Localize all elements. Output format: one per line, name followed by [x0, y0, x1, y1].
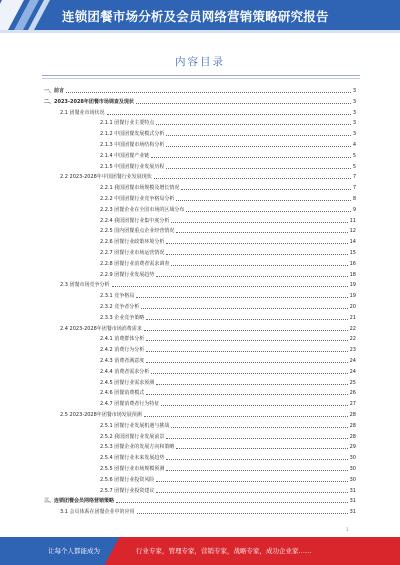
toc-entry-label: 2.2 2023-2028年中国团餐行业发展现状 — [60, 174, 152, 181]
toc-entry-page: 30 — [349, 466, 356, 472]
toc-leader-dots — [146, 362, 347, 363]
toc-entry[interactable] — [100, 346, 356, 354]
toc-entry-label: 2.5.2 我国团餐行业发展前景 — [100, 433, 165, 440]
toc-entry-label: 2.1 团餐业市场状况 — [60, 109, 105, 116]
toc-entry-page: 7 — [352, 174, 356, 181]
toc-entry-page: 15 — [349, 250, 356, 256]
toc-entry-label: 2.5.7 团餐行业投资建议 — [100, 487, 155, 494]
toc-entry[interactable] — [60, 508, 356, 516]
toc-leader-dots — [176, 200, 350, 201]
toc-leader-dots — [146, 319, 347, 320]
toc-entry[interactable] — [44, 497, 356, 505]
toc-entry-page: 3 — [352, 131, 356, 138]
toc-leader-dots — [156, 124, 351, 125]
toc-entry-label: 2.3.2 竞争者分析 — [100, 304, 140, 310]
toc-leader-dots — [112, 286, 348, 287]
toc-entry-label: 2.3 团餐市场竞争分析 — [60, 282, 110, 289]
toc-entry-page: 20 — [349, 304, 356, 310]
toc-entry[interactable] — [100, 433, 356, 441]
toc-leader-dots — [176, 232, 347, 233]
toc-entry-label: 2.4.3 消费者满意度 — [100, 358, 145, 364]
toc-entry-label: 2.2.1 我国团餐市场规模及增长情况 — [100, 185, 180, 192]
page-number: 1 — [346, 527, 349, 532]
toc-leader-dots — [166, 459, 347, 460]
toc-entry-page: 28 — [349, 422, 356, 429]
toc-entry[interactable] — [100, 119, 356, 127]
toc-entry-label: 2.2.2 中国团餐行业竞争格局分析 — [100, 196, 175, 202]
toc-entry-label: 三、连锁团餐会员网络营销策略 — [44, 498, 115, 505]
toc-entry-page: 11 — [349, 217, 356, 224]
toc-entry-page: 5 — [352, 152, 356, 159]
toc-entry-label: 2.4.5 团餐行业需求预测 — [100, 379, 155, 386]
toc-entry-page: 5 — [352, 163, 356, 170]
toc-entry-page: 30 — [349, 476, 356, 483]
toc-entry-label: 2.1.5 中国团餐行业发展历程 — [100, 163, 165, 170]
toc-leader-dots — [137, 513, 348, 514]
toc-leader-dots — [166, 254, 347, 255]
toc-entry[interactable] — [100, 389, 356, 397]
toc-leader-dots — [171, 265, 347, 266]
toc-entry-label: 2.5.6 团餐行业投资风险 — [100, 476, 155, 483]
toc-leader-dots — [144, 416, 348, 417]
toc-leader-dots — [181, 189, 350, 190]
toc-entry-page: 22 — [349, 325, 356, 332]
toc-entry-page: 19 — [349, 293, 356, 300]
toc-leader-dots — [146, 394, 347, 395]
toc-entry-page: 24 — [349, 358, 356, 364]
toc-leader-dots — [166, 470, 347, 471]
toc-entry-page: 22 — [349, 336, 356, 343]
toc-entry[interactable] — [100, 292, 356, 300]
toc-entry-label: 2.5.1 团餐行业发展机遇与挑战 — [100, 422, 170, 429]
toc-entry-page: 25 — [349, 379, 356, 386]
toc-entry[interactable] — [100, 195, 356, 203]
toc-entry-page: 31 — [349, 498, 356, 505]
toc-entry[interactable] — [100, 368, 356, 376]
toc-leader-dots — [156, 492, 347, 493]
toc-entry-label: 2.2.4 我国团餐行业集中度分析 — [100, 217, 170, 224]
toc-leader-dots — [141, 308, 347, 309]
toc-entry-label: 2.1.3 中国团餐市场结构分析 — [100, 142, 165, 148]
toc-leader-dots — [151, 373, 347, 374]
toc-entry-page: 12 — [349, 228, 356, 235]
toc-leader-dots — [107, 114, 351, 115]
toc-entry[interactable] — [100, 152, 356, 160]
toc-entry[interactable] — [100, 465, 356, 473]
toc-entry[interactable] — [100, 314, 356, 322]
toc-heading: 内容目录 — [175, 56, 225, 68]
toc-entry[interactable] — [100, 238, 356, 246]
toc-entry-label: 2.2.8 团餐行业消费者需求调查 — [100, 260, 170, 267]
toc-entry[interactable] — [100, 335, 356, 343]
toc-entry-page: 9 — [352, 206, 356, 213]
toc-leader-dots — [166, 168, 350, 169]
toc-entry[interactable] — [100, 271, 356, 279]
toc-leader-dots — [116, 502, 348, 503]
toc-entry-page: 16 — [349, 260, 356, 267]
toc-entry-label: 2.4.7 团餐消费者行为特征 — [100, 401, 160, 408]
toc-entry[interactable] — [100, 443, 356, 451]
toc-entry-label: 2.3.3 企业竞争策略 — [100, 314, 145, 321]
toc-entry[interactable] — [100, 487, 356, 495]
toc-entry-label: 一、前言 — [44, 88, 65, 94]
toc-entry-page: 14 — [349, 239, 356, 246]
toc-entry[interactable] — [100, 260, 356, 268]
toc-entry[interactable] — [100, 206, 356, 214]
toc-entry-page: 27 — [349, 401, 356, 408]
toc-entry[interactable] — [60, 411, 356, 419]
report-title: 连锁团餐市场分析及会员网络营销策略研究报告 — [62, 9, 329, 24]
toc-entry-page: 7 — [352, 185, 356, 192]
toc-entry-page: 3 — [352, 120, 356, 127]
toc-leader-dots — [186, 211, 350, 212]
toc-entry[interactable] — [100, 379, 356, 387]
toc-leader-dots — [176, 448, 347, 449]
toc-entry-page: 21 — [349, 314, 356, 321]
toc-entry[interactable] — [100, 130, 356, 138]
toc-entry[interactable] — [100, 303, 356, 311]
toc-entry-label: 2.1.2 中国团餐发展模式分析 — [100, 131, 165, 138]
toc-entry-label: 2.5.5 团餐行业市场规模预测 — [100, 466, 165, 472]
toc-entry-page: 4 — [352, 142, 356, 148]
toc-entry-label: 2.5.3 团餐企业的发展方向和策略 — [100, 444, 175, 451]
toc-entry-label: 2.5.4 团餐行业未来发展趋势 — [100, 455, 165, 462]
toc-entry-page: 19 — [349, 282, 356, 289]
toc-leader-dots — [166, 135, 350, 136]
toc-entry[interactable] — [60, 281, 356, 289]
toc-entry-label: 2.4.4 消费者需求分析 — [100, 368, 150, 375]
toc-entry[interactable] — [44, 98, 356, 106]
toc-entry-label: 3.1 会员体系在团餐企业中的应用 — [60, 509, 135, 516]
toc-entry[interactable] — [100, 217, 356, 225]
toc-entry[interactable] — [100, 357, 356, 365]
toc-entry-page: 26 — [349, 390, 356, 397]
toc-entry[interactable] — [100, 454, 356, 462]
toc-entry-page: 29 — [349, 444, 356, 451]
toc-entry-label: 2.4 2023-2028年团餐市场消费需求 — [60, 325, 142, 332]
toc-entry[interactable] — [100, 249, 356, 257]
toc-leader-dots — [156, 384, 347, 385]
toc-entry[interactable] — [60, 109, 356, 117]
toc-leader-dots — [156, 276, 347, 277]
toc-entry-page: 30 — [349, 455, 356, 462]
footer-slogan: 让每个人都能成为 — [48, 547, 100, 555]
toc-entry-label: 二、2023-2028年团餐市场调查及现状 — [44, 98, 134, 105]
toc-entry-page: 28 — [349, 433, 356, 440]
toc-entry-page: 3 — [352, 88, 356, 94]
toc-leader-dots — [136, 103, 351, 104]
toc-entry-label: 2.2.9 团餐行业发展趋势 — [100, 271, 155, 278]
toc-entry-page: 8 — [352, 196, 356, 202]
toc-leader-dots — [146, 351, 347, 352]
toc-entry-label: 2.4.1 消费群体分析 — [100, 336, 145, 343]
toc-leader-dots — [146, 340, 347, 341]
footer-tagline: 行业专家，管理专家，营销专家，战略专家，成功企业家…… — [136, 547, 312, 555]
toc-entry-label: 2.2.3 团餐企业在全国市场的区域分布 — [100, 206, 185, 213]
toc-entry[interactable] — [100, 141, 356, 149]
toc-entry[interactable] — [100, 476, 356, 484]
toc-entry-page: 31 — [349, 487, 356, 494]
toc-entry-page: 18 — [349, 271, 356, 278]
toc-leader-dots — [154, 178, 351, 179]
toc-entry-label: 2.2.7 团餐行业市场运营情况 — [100, 250, 165, 256]
toc-leader-dots — [144, 330, 348, 331]
toc-leader-dots — [166, 438, 347, 439]
toc-entry[interactable] — [100, 184, 356, 192]
toc-entry-page: 3 — [352, 109, 356, 116]
toc-entry-label: 2.4.6 团餐消费模式 — [100, 390, 145, 397]
toc-leader-dots — [166, 243, 347, 244]
toc-leader-dots — [66, 92, 351, 93]
toc-entry-page: 28 — [349, 412, 356, 418]
footer-banner — [0, 537, 400, 565]
toc-entry[interactable] — [100, 400, 356, 408]
toc-entry-page: 23 — [349, 347, 356, 354]
toc-entry[interactable] — [100, 163, 356, 171]
toc-leader-dots — [136, 297, 347, 298]
toc-entry[interactable] — [60, 325, 356, 333]
toc-entry-page: 3 — [352, 98, 356, 105]
toc-leader-dots — [156, 481, 347, 482]
toc-entry-label: 2.2.5 国内团餐重点企业经营情况 — [100, 228, 175, 235]
toc-leader-dots — [151, 157, 351, 158]
toc-entry-label: 2.5 2023-2028年团餐市场发展预测 — [60, 412, 142, 418]
toc-entry[interactable] — [100, 227, 356, 235]
toc-entry-label: 2.2.6 团餐行业政策环境分析 — [100, 239, 165, 246]
toc-entry-page: 31 — [349, 509, 356, 516]
toc-entry-page: 24 — [349, 368, 356, 375]
toc-leader-dots — [171, 222, 347, 223]
toc-entry[interactable] — [44, 87, 356, 95]
toc-leader-dots — [166, 146, 350, 147]
toc-entry-label: 2.1.4 中国团餐产业链 — [100, 152, 150, 159]
toc-entry-label: 2.3.1 竞争格局 — [100, 293, 135, 300]
toc-entry[interactable] — [100, 422, 356, 430]
toc-entry-label: 2.4.2 消费行为分析 — [100, 347, 145, 354]
toc-leader-dots — [161, 405, 347, 406]
toc-entry[interactable] — [60, 173, 356, 181]
toc-leader-dots — [171, 427, 347, 428]
toc-entry-label: 2.1.1 团餐行业主要特点 — [100, 120, 155, 127]
